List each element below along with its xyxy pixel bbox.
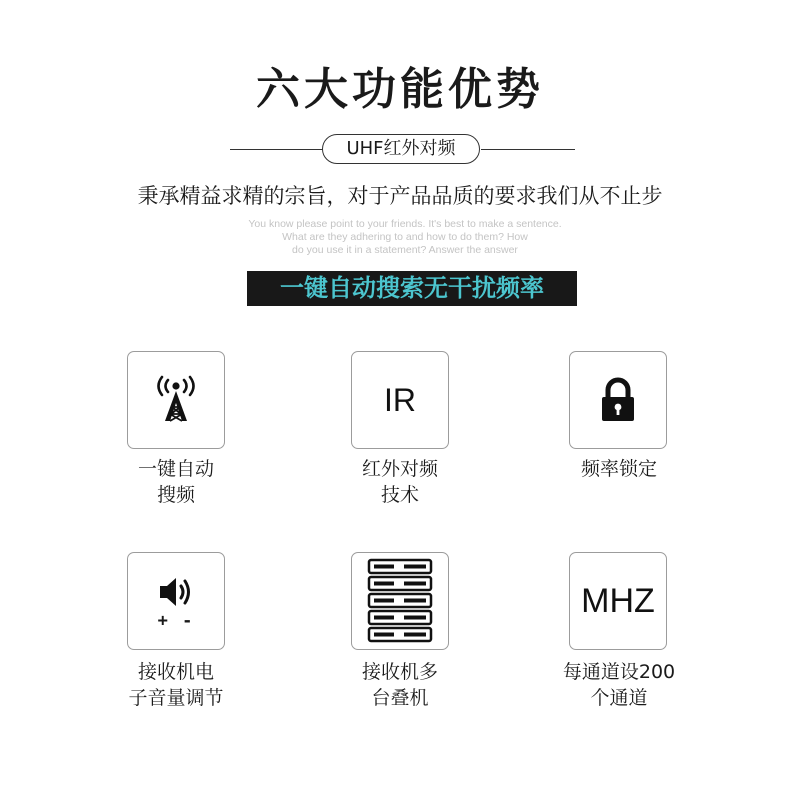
feature-card-channels	[569, 552, 667, 650]
feature-card-auto-scan	[127, 351, 225, 449]
divider-left	[230, 149, 323, 150]
slogan: 秉承精益求精的宗旨，对于产品品质的要求我们从不止步	[137, 184, 663, 208]
feature-card-stack	[351, 552, 449, 650]
feature-label-stack: 接收机多 台叠机	[361, 661, 438, 709]
feature-label-ir: 红外对频 技术	[361, 458, 438, 506]
volume-plus-minus-label: + -	[157, 610, 195, 631]
english-line: do you use it in a statement? Answer the answer	[292, 244, 518, 256]
feature-label-channels: 每通道设200 个通道	[562, 661, 676, 709]
feature-card-lock	[569, 351, 667, 449]
feature-label-auto-scan: 一键自动 搜频	[137, 458, 214, 506]
ir-text-icon: IR	[384, 381, 416, 418]
feature-banner: 一键自动搜索无干扰频率	[247, 271, 577, 306]
server-rack-icon	[367, 558, 433, 644]
mhz-text-icon: MHZ	[581, 581, 655, 620]
english-caption	[200, 218, 610, 257]
lock-icon	[598, 377, 638, 423]
divider-right	[481, 149, 575, 150]
page-title: 六大功能优势	[256, 64, 544, 115]
feature-label-lock: 频率锁定	[580, 458, 657, 480]
radio-tower-icon	[151, 375, 201, 425]
feature-label-volume: 接收机电 子音量调节	[128, 661, 224, 709]
english-line: You know please point to your friends. It's best to make a sentence.	[248, 218, 562, 230]
subtitle-pill: UHF红外对频	[322, 134, 480, 164]
english-line: What are they adhering to and how to do them? How	[282, 231, 528, 243]
feature-card-volume	[127, 552, 225, 650]
feature-card-ir	[351, 351, 449, 449]
speaker-volume-icon	[156, 573, 196, 611]
